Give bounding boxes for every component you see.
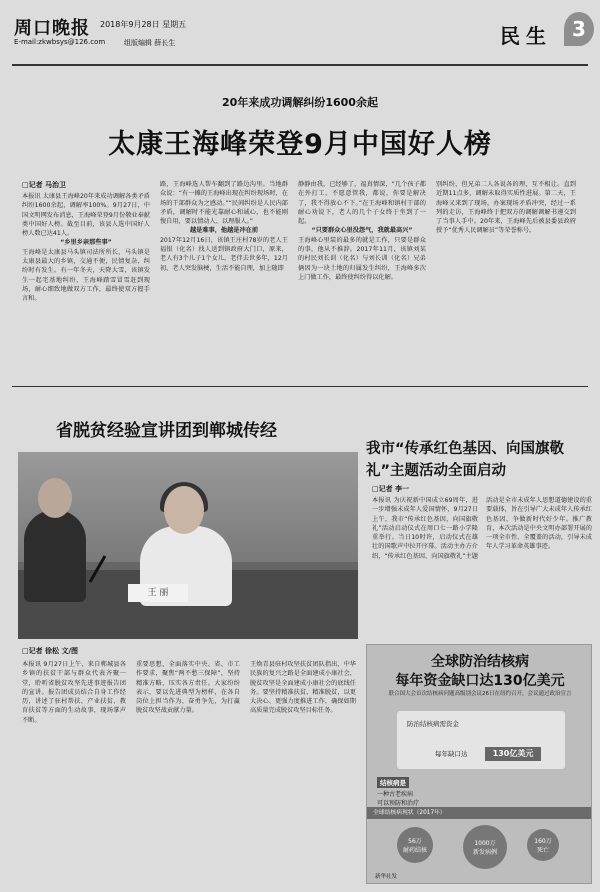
stat-circle-new-cases	[463, 825, 507, 869]
need-label: 防治结核病需资金	[407, 720, 459, 728]
stat-circle-deaths	[527, 829, 559, 861]
contact-email: E-mail:zkwbsys@126.com	[14, 38, 106, 46]
body-text: 本报讯 太康县王海峰20年来成功调解各类矛盾纠纷1600余起，调解率100%。9月27日，中国文明网发布消息，王海峰荣登9月份敬业奉献类中国好人榜。截至目前，该县人选中国好人榜人数已达41人。	[22, 193, 150, 238]
stat-label: 死亡	[536, 847, 549, 854]
body-text: 王焕青县驻村攻坚扶贫团队指出，中华民族的复兴之路是全面建成小康社会，脱贫攻坚是全面建成小康社会的底线任务。要坚持精准扶贫、精准脱贫，以更大决心、更强力度推进工作，确保如期高质量完成脱贫攻坚目标任务。	[250, 661, 356, 715]
tb-infographic	[366, 644, 592, 884]
bottom-story-byline: □记者 徐松 文/图	[22, 647, 79, 655]
disease-label: 结核病是	[377, 777, 409, 788]
infographic-credit: 新华社发	[375, 874, 398, 880]
fact-line: 可以预防和治疗	[377, 800, 420, 807]
infographic-caption: 联合国大会首次结核病问题高级别会议26日在纽约召开，会议通过政治宣言	[388, 691, 572, 697]
top-story-column-1	[22, 192, 150, 372]
top-story-column-2	[160, 180, 288, 372]
body-text: 路，王海峰选人帮车翻到了路边沟里。当地群众说：“有一摊的王海峰出现在纠纷现场时，在场的干部群众为之感动。”“民间纠纷是人民内部矛盾，调解时不能光靠耐心和诚心，也不能刚愎自用，要以情动人、以理服人。”	[160, 181, 288, 226]
section-divider	[12, 386, 588, 387]
top-story-headline: 太康王海峰荣登9月中国好人榜	[108, 129, 492, 160]
body-text: 别纠纷，但兄弟二人各说各的理，互不相让。直到近期11点多，调解未取得实质性进展。第二天，王海峰又来到了现场，办案现场矛盾冲突，经过一系列的走访，王海峰终于把双方的调解调解书递交到了当事人手中。20年来，王海峰先后被县委县政府授予“优秀人民调解员”等荣誉称号。	[436, 181, 576, 235]
body-text: 本报讯 为庆祝新中国成立69周年，进一步增强未成年人爱国情怀，9月27日上午，我市“传承红色基因、向国旗敬礼”活动启动仪式在周口七一路小学隆重举行。当日10时许，启动仪式在雄壮的国歌声中拉开序幕。活动主办方介绍，“传承红色基因、向国旗敬礼”主题活动是全市未成年人思想道德建设的重要载体，旨在引导广大未成年人传承红色基因，争做新时代好少年。推广教育，本次活动是中央文明办部署开展的一项全市性、全覆盖的活动，引导未成年人学习革命英雄事迹。	[372, 497, 592, 560]
section-title: 民生	[500, 24, 552, 48]
header-rule	[12, 64, 588, 66]
stat-value: 1000万	[474, 840, 496, 847]
body-text: 本报讯 9月27日上午，来自郸城县各乡镇的扶贫干部与群众代表齐聚一堂，聆听省脱贫攻坚先进事迹报告团的宣讲。报告团成员结合自身工作经历，讲述了驻村帮扶、产业扶贫、教育扶贫等方面的生动故事，现场掌声不断。	[22, 661, 126, 724]
infographic-title: 全球防治结核病	[431, 654, 529, 670]
subhead: 越是难事，他越是冲在前	[189, 227, 259, 235]
body-text: 王海峰心里装的最多的就是工作，只要是群众的事，他从不推辞。2017年11月，该镇刘某的村民刘长训（化名）与刘长训（化名）兄弟俩因为一块土地的归属发生纠纷，王海峰多次上门做工作，最终使纠纷得以化解。	[298, 236, 426, 281]
bottom-story-column-1	[22, 660, 126, 886]
gap-value: 130亿美元	[485, 747, 541, 761]
top-story-column-4	[436, 180, 576, 372]
fact-line: 一种古老疾病	[377, 791, 414, 798]
stat-label: 耐药结核	[402, 847, 427, 854]
bottom-story-column-3	[250, 660, 356, 886]
photo-nameplate: 王 丽	[128, 584, 188, 602]
subhead: “只要群众心里没怨气，我就最高兴”	[311, 227, 413, 235]
top-story-column-3	[298, 180, 426, 372]
body-text: 王海峰是太康县马头镇司法所所长，马头镇是太康县最大的乡镇，交通不便，民情复杂，纠纷时有发生。有一年冬天，天降大雪，该镇发生一起宅基地纠纷，王海峰踏雪冒雪赶到现场，耐心细致地做双方工作，最终使双方握手言和。	[22, 248, 150, 303]
editor-credits: 组版编辑 薛长生	[124, 39, 176, 47]
meeting-photo	[18, 452, 358, 639]
bottom-story-column-2	[136, 660, 240, 886]
subhead: “乡里乡亲那些事”	[60, 239, 112, 247]
infographic-subtitle: 每年资金缺口达130亿美元	[395, 673, 565, 689]
mid-right-headline: 我市“传承红色基因、向国旗敬礼”主题活动全面启动	[366, 441, 565, 479]
issue-date: 2018年9月28日 星期五	[100, 20, 187, 29]
masthead	[8, 8, 592, 60]
stat-circle-resistant	[397, 827, 433, 863]
mid-right-byline: □记者 李一	[372, 485, 410, 493]
mid-right-body	[372, 496, 592, 636]
stat-value: 56万	[408, 838, 422, 845]
stat-value: 160万	[534, 838, 552, 845]
page-number: 3	[564, 12, 594, 46]
top-story-byline: □记者 马治卫	[22, 181, 67, 189]
top-story-kicker: 20年来成功调解纠纷1600余起	[222, 96, 378, 109]
body-text: 静静由我，已经够了，福真情深，“几个孩子都在外打工，不愿意管我，都说，你要是解决了，我不得放心不下。”在王海峰和镇村干部的耐心劝说下，老人的几个子女终于坐到了一起。	[298, 181, 426, 226]
newspaper-logo: 周口晚报	[14, 18, 90, 39]
stat-label: 新发病例	[472, 849, 497, 856]
body-text: 重要思想，全面落实中央、省、市工作要求，聚焦“两不愁三保障”，坚持精准方略，压实各方责任。大家纷纷表示，要以先进典型为榜样，在各自岗位上担当作为、奋勇争先，为打赢脱贫攻坚战贡献力量。	[136, 661, 240, 715]
status-bar: 全球结核病现状（2017年）	[367, 807, 592, 819]
mid-left-headline: 省脱贫经验宣讲团到郸城传经	[56, 421, 277, 441]
body-text: 2017年12月16日，该镇王庄村78岁的老人王福银（化名）找人送到镇政府大门口，原来，老人有3个儿子1个女儿，老伴去世多年，12月初，老人突发脑梗，生活不能自理，加上随即	[160, 236, 288, 272]
gap-label: 每年缺口达	[435, 750, 468, 758]
